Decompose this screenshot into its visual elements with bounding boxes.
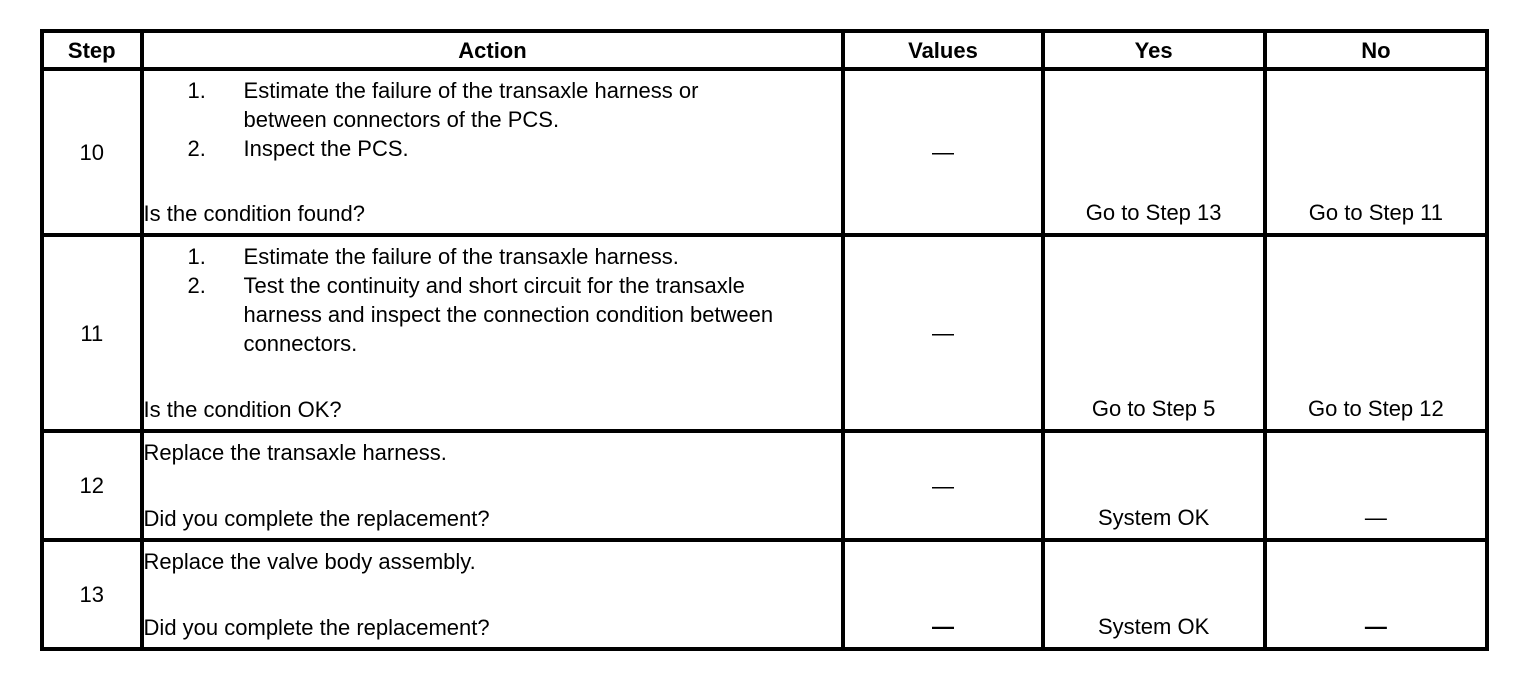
action-cell <box>142 431 844 540</box>
header-yes: Yes <box>1043 31 1265 69</box>
header-no: No <box>1265 31 1487 69</box>
values-text: — <box>931 614 954 639</box>
question-text: Is the condition OK? <box>143 397 342 422</box>
no-text: — <box>1364 614 1387 639</box>
yes-text: System OK <box>1098 505 1210 530</box>
question-text: Is the condition found? <box>143 201 365 226</box>
instruction-text: Replace the transaxle harness. <box>143 440 447 465</box>
table-row <box>42 235 1487 431</box>
yes-cell <box>1043 69 1265 235</box>
step-number: 13 <box>42 540 142 649</box>
action-steps <box>144 242 842 358</box>
header-step: Step <box>42 31 142 69</box>
values-cell <box>843 235 1042 431</box>
no-cell <box>1265 69 1487 235</box>
no-cell <box>1265 431 1487 540</box>
table-row <box>42 431 1487 540</box>
item-number: 1. <box>187 78 206 103</box>
item-number: 2. <box>187 273 206 298</box>
question-text: Did you complete the replacement? <box>143 615 490 640</box>
no-text: Go to Step 12 <box>1307 396 1444 421</box>
yes-cell <box>1043 431 1265 540</box>
list-item <box>144 134 842 163</box>
action-cell <box>142 540 844 649</box>
no-cell <box>1265 540 1487 649</box>
item-text: Inspect the PCS. <box>243 136 409 161</box>
action-steps <box>144 76 842 163</box>
no-text: Go to Step 11 <box>1308 200 1443 225</box>
item-number: 2. <box>187 136 206 161</box>
action-cell <box>142 69 844 235</box>
yes-text: Go to Step 5 <box>1091 396 1216 421</box>
step-number: 10 <box>42 69 142 235</box>
no-text: — <box>1364 505 1387 530</box>
values-text: — <box>931 473 954 498</box>
list-item <box>144 271 842 358</box>
table-row <box>42 69 1487 235</box>
header-values: Values <box>843 31 1042 69</box>
values-text: — <box>931 139 954 165</box>
values-text: — <box>931 320 954 346</box>
list-item <box>144 76 842 134</box>
diagnostic-table <box>40 29 1489 651</box>
table-row <box>42 540 1487 649</box>
step-number: 11 <box>42 235 142 431</box>
yes-text: System OK <box>1098 614 1210 639</box>
item-text: Estimate the failure of the transaxle harness or between connectors of the PCS. <box>243 78 699 132</box>
yes-cell <box>1043 540 1265 649</box>
yes-text: Go to Step 13 <box>1085 200 1222 225</box>
instruction-text: Replace the valve body assembly. <box>143 549 476 574</box>
item-text: Estimate the failure of the transaxle harness. <box>243 244 679 269</box>
values-cell <box>843 431 1042 540</box>
no-cell <box>1265 235 1487 431</box>
item-number: 1. <box>187 244 206 269</box>
list-item <box>144 242 842 271</box>
action-cell <box>142 235 844 431</box>
values-cell <box>843 69 1042 235</box>
yes-cell <box>1043 235 1265 431</box>
header-action: Action <box>142 31 844 69</box>
values-cell <box>843 540 1042 649</box>
item-text: Test the continuity and short circuit for the transaxle harness and inspect the connection condition between connectors. <box>243 273 774 356</box>
question-text: Did you complete the replacement? <box>143 506 490 531</box>
header-row <box>42 31 1487 69</box>
step-number: 12 <box>42 431 142 540</box>
